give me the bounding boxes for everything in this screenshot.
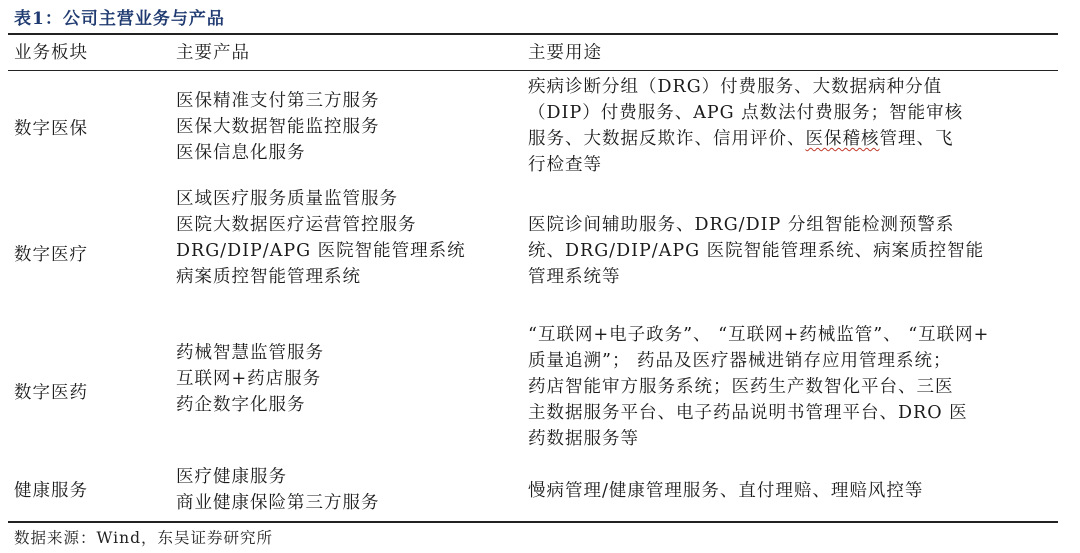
table-caption: 表1：公司主营业务与产品 — [14, 9, 225, 29]
header-products: 主要产品 — [176, 43, 250, 63]
spellcheck-flagged-text: 医保稽核 — [805, 129, 880, 149]
use-line: 疾病诊断分组（DRG）付费服务、大数据病种分值 — [528, 77, 943, 97]
use-line: 主数据服务平台、电子药品说明书管理平台、DRO 医 — [528, 403, 968, 423]
product-item: 药械智慧监管服务 — [176, 343, 324, 363]
product-item: 医保精准支付第三方服务 — [176, 91, 380, 111]
header-rule — [8, 70, 1058, 71]
row-segment-digital-pharma: 数字医药 — [14, 383, 88, 403]
row-segment-digital-medical: 数字医疗 — [14, 245, 88, 265]
row-uses-health-services — [528, 478, 923, 504]
use-line: 行检查等 — [528, 155, 602, 175]
row-products-digital-medical — [176, 186, 466, 290]
header-uses: 主要用途 — [528, 43, 602, 63]
row-uses-digital-medical — [528, 212, 984, 290]
product-item: DRG/DIP/APG 医院智能管理系统 — [176, 241, 466, 261]
row-uses-digital-pharma — [528, 322, 989, 452]
use-text: 服务、大数据反欺诈、信用评价、 — [528, 129, 806, 149]
row-uses-digital-insurance — [528, 74, 963, 178]
product-item: 商业健康保险第三方服务 — [176, 493, 380, 513]
use-line: “互联网+电子政务”、 “互联网+药械监管”、 “互联网+ — [528, 325, 990, 345]
row-products-digital-insurance — [176, 88, 380, 166]
product-item: 病案质控智能管理系统 — [176, 267, 361, 287]
use-line: 医院诊间辅助服务、DRG/DIP 分组智能检测预警系 — [528, 215, 955, 235]
use-line: 质量追溯”； 药品及医疗器械进销存应用管理系统； — [528, 351, 952, 371]
product-item: 药企数字化服务 — [176, 395, 306, 415]
top-rule — [8, 33, 1058, 35]
use-line: 慢病管理/健康管理服务、直付理赔、理赔风控等 — [528, 481, 924, 501]
use-line: 统、DRG/DIP/APG 医院智能管理系统、病案质控智能 — [528, 241, 985, 261]
use-line — [528, 126, 963, 152]
header-segment: 业务板块 — [14, 43, 88, 63]
use-line: 管理系统等 — [528, 267, 621, 287]
product-item: 医保信息化服务 — [176, 143, 306, 163]
product-item: 医保大数据智能监控服务 — [176, 117, 380, 137]
use-line: 药店智能审方服务系统；医药生产数智化平台、三医 — [528, 377, 954, 397]
product-item: 医疗健康服务 — [176, 467, 287, 487]
product-item: 医院大数据医疗运营管控服务 — [176, 215, 417, 235]
use-text: 管理、飞 — [879, 129, 954, 149]
use-line: 药数据服务等 — [528, 429, 639, 449]
row-products-health-services — [176, 464, 380, 516]
source-note: 数据来源：Wind，东吴证券研究所 — [14, 529, 274, 547]
row-segment-digital-insurance: 数字医保 — [14, 119, 88, 139]
use-line: （DIP）付费服务、APG 点数法付费服务；智能审核 — [528, 103, 964, 123]
product-item: 互联网+药店服务 — [176, 369, 322, 389]
row-segment-health-services: 健康服务 — [14, 481, 88, 501]
bottom-rule — [8, 521, 1058, 523]
product-item: 区域医疗服务质量监管服务 — [176, 189, 398, 209]
row-products-digital-pharma — [176, 340, 324, 418]
